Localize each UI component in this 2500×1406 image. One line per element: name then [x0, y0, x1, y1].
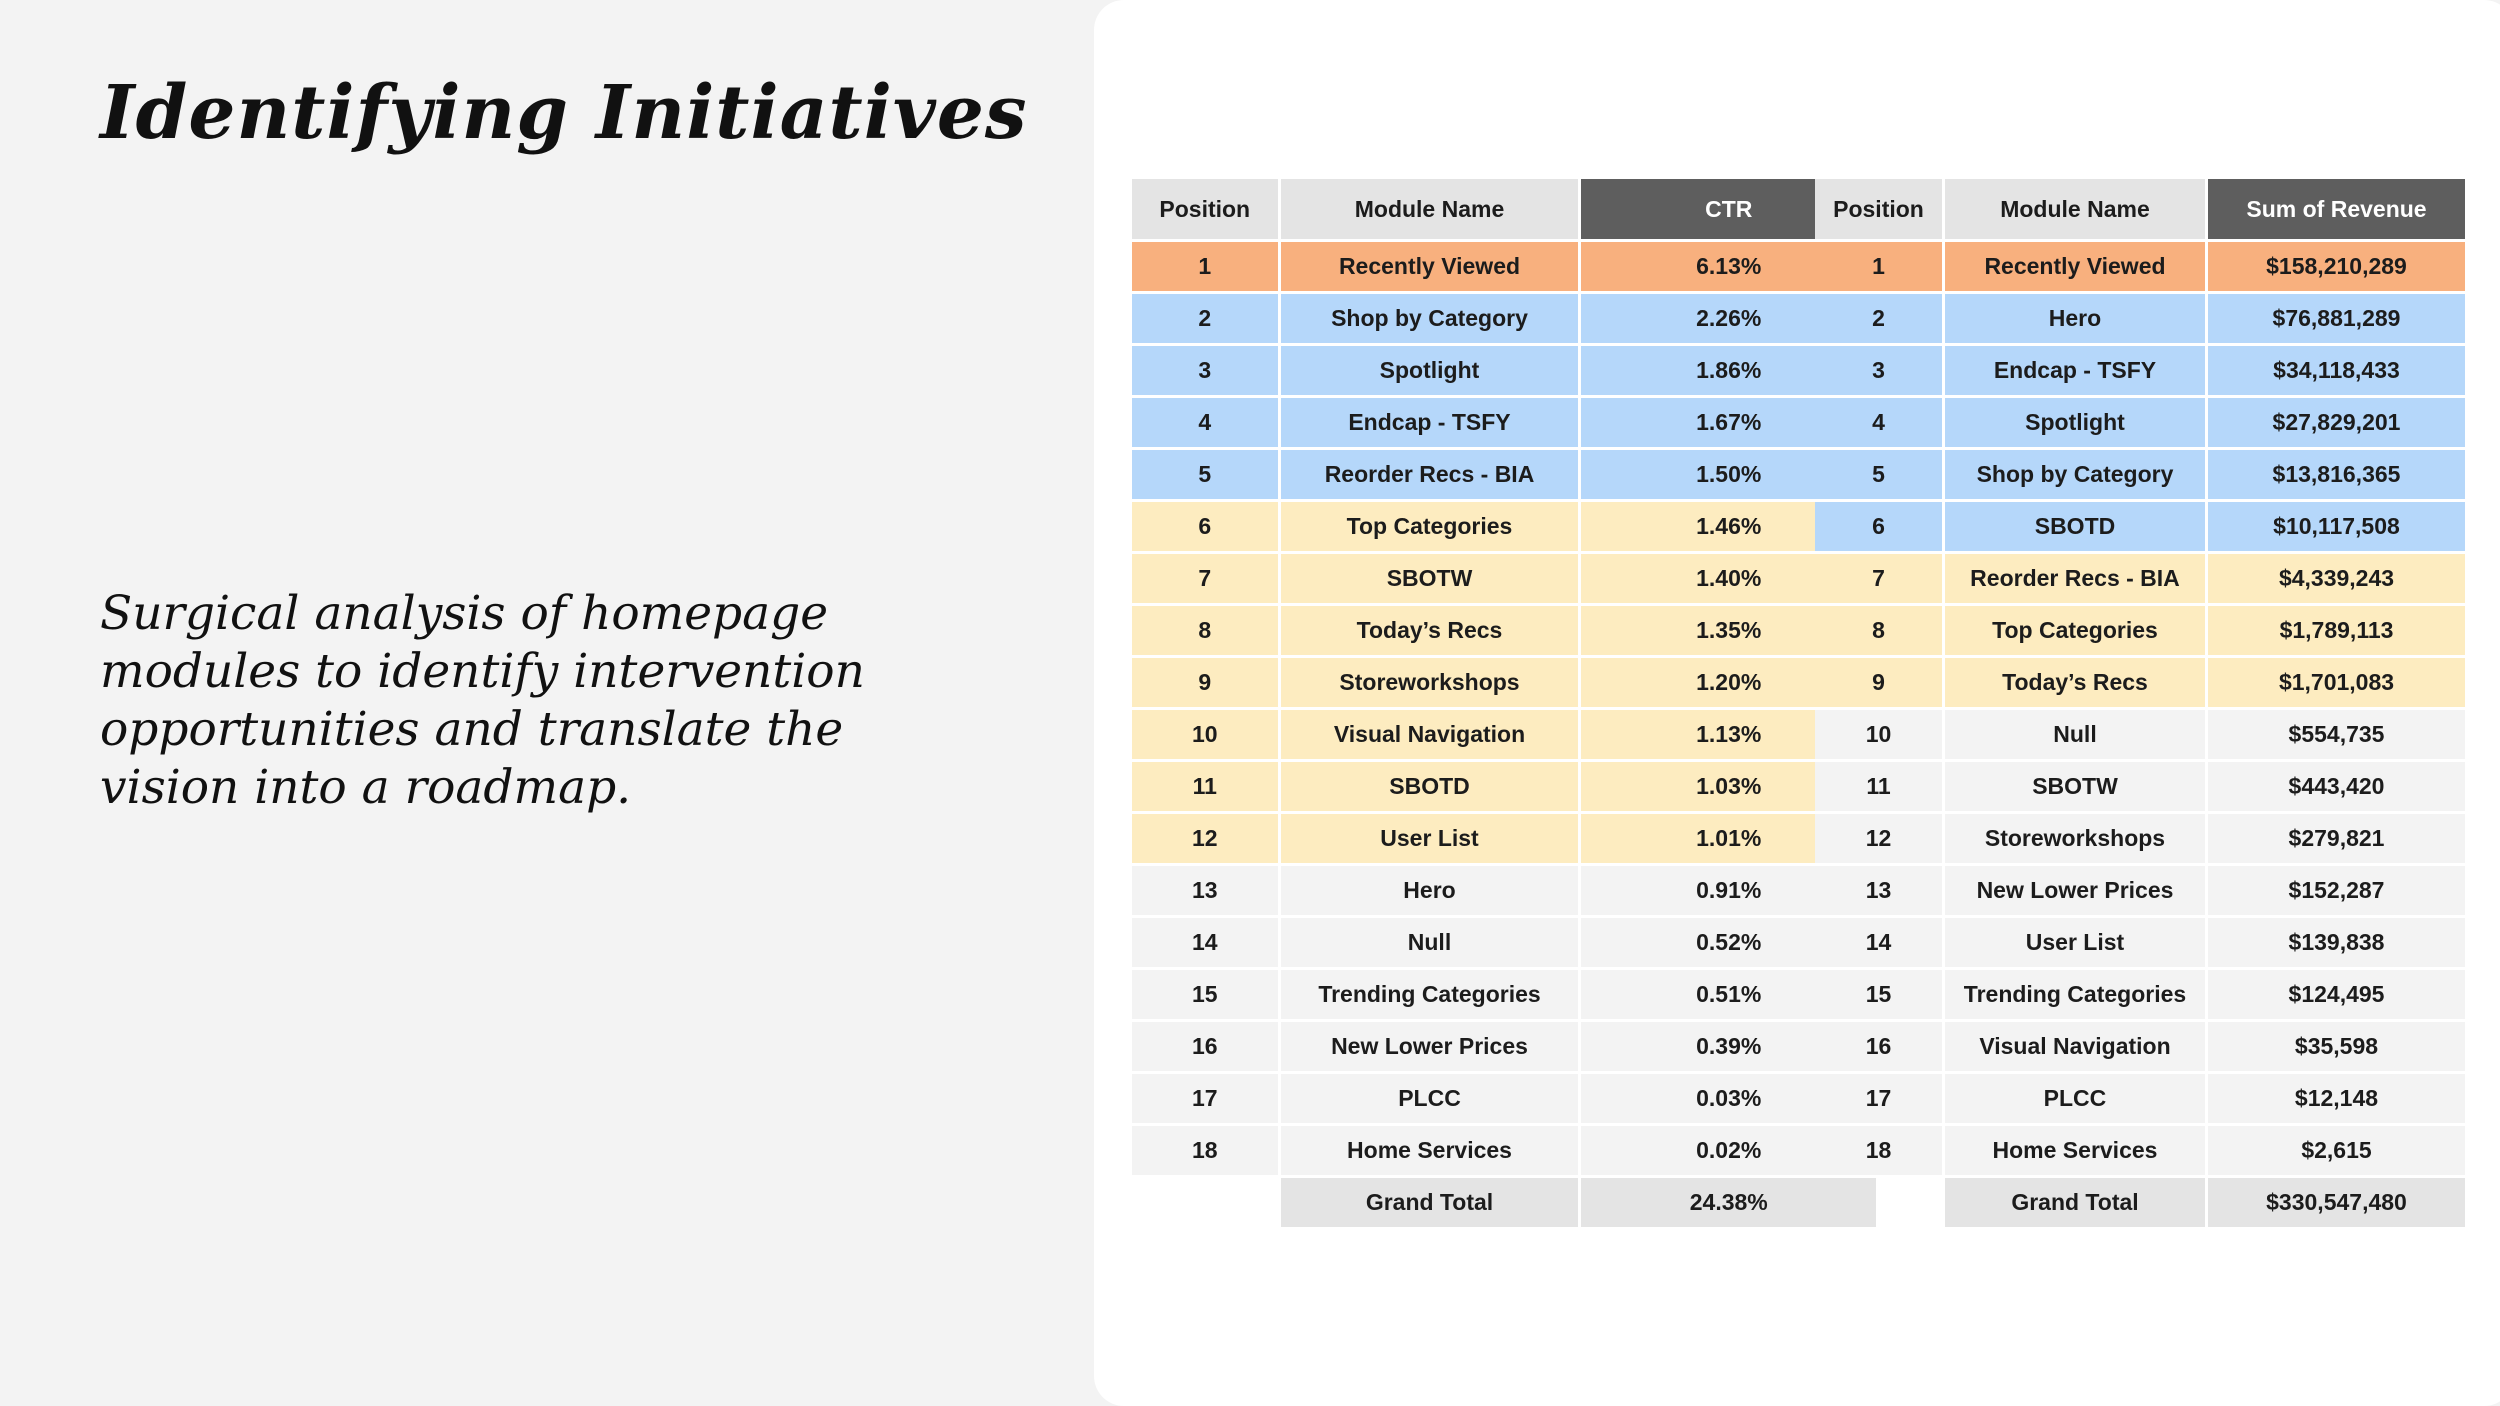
ctr-module-name-cell: Spotlight: [1281, 346, 1579, 395]
revenue-table-row: [1815, 502, 2465, 551]
revenue-value-cell: $4,339,243: [2208, 554, 2465, 603]
ctr-position-cell: 2: [1132, 294, 1278, 343]
ctr-value-cell: 1.13%: [1581, 710, 1876, 759]
ctr-position-cell: 8: [1132, 606, 1278, 655]
revenue-position-cell: 8: [1815, 606, 1942, 655]
revenue-value-cell: $443,420: [2208, 762, 2465, 811]
ctr-header-module-name: Module Name: [1281, 179, 1579, 239]
revenue-module-name-cell: New Lower Prices: [1945, 866, 2205, 915]
revenue-module-name-cell: Storeworkshops: [1945, 814, 2205, 863]
ctr-value-cell: 1.40%: [1581, 554, 1876, 603]
ctr-header-ctr: CTR: [1581, 179, 1876, 239]
ctr-grand-total-label: Grand Total: [1281, 1178, 1579, 1227]
revenue-position-cell: 17: [1815, 1074, 1942, 1123]
ctr-module-name-cell: Shop by Category: [1281, 294, 1579, 343]
revenue-module-name-cell: Endcap - TSFY: [1945, 346, 2205, 395]
ctr-value-cell: 1.67%: [1581, 398, 1876, 447]
ctr-position-cell: 9: [1132, 658, 1278, 707]
revenue-value-cell: $152,287: [2208, 866, 2465, 915]
revenue-table-row: [1815, 606, 2465, 655]
revenue-value-cell: $1,701,083: [2208, 658, 2465, 707]
ctr-grand-total-spacer: [1132, 1178, 1278, 1227]
revenue-table-row: [1815, 1022, 2465, 1071]
ctr-table-row: [1132, 814, 1876, 863]
revenue-table-row: [1815, 918, 2465, 967]
ctr-value-cell: 1.46%: [1581, 502, 1876, 551]
revenue-value-cell: $139,838: [2208, 918, 2465, 967]
ctr-table-row: [1132, 710, 1876, 759]
revenue-table-row: [1815, 450, 2465, 499]
ctr-value-cell: 6.13%: [1581, 242, 1876, 291]
ctr-value-cell: 1.86%: [1581, 346, 1876, 395]
ctr-module-name-cell: Null: [1281, 918, 1579, 967]
ctr-module-name-cell: Top Categories: [1281, 502, 1579, 551]
ctr-module-name-cell: SBOTD: [1281, 762, 1579, 811]
ctr-table-row: [1132, 1126, 1876, 1175]
revenue-position-cell: 11: [1815, 762, 1942, 811]
revenue-table-row: [1815, 398, 2465, 447]
revenue-grand-total-value: $330,547,480: [2208, 1178, 2465, 1227]
ctr-position-cell: 5: [1132, 450, 1278, 499]
revenue-table-row: [1815, 866, 2465, 915]
revenue-value-cell: $1,789,113: [2208, 606, 2465, 655]
ctr-position-cell: 15: [1132, 970, 1278, 1019]
ctr-table-row: [1132, 502, 1876, 551]
ctr-position-cell: 7: [1132, 554, 1278, 603]
revenue-position-cell: 7: [1815, 554, 1942, 603]
ctr-value-cell: 2.26%: [1581, 294, 1876, 343]
slide-description: Surgical analysis of homepage modules to identify intervention opportunities and translate the vision into a roadmap.: [100, 586, 865, 815]
ctr-value-cell: 0.91%: [1581, 866, 1876, 915]
ctr-table-row: [1132, 970, 1876, 1019]
ctr-position-cell: 1: [1132, 242, 1278, 291]
ctr-module-name-cell: New Lower Prices: [1281, 1022, 1579, 1071]
revenue-module-name-cell: Visual Navigation: [1945, 1022, 2205, 1071]
revenue-module-name-cell: Hero: [1945, 294, 2205, 343]
revenue-grand-total-row: [1815, 1178, 2465, 1227]
ctr-table-row: [1132, 1074, 1876, 1123]
ctr-module-name-cell: Trending Categories: [1281, 970, 1579, 1019]
revenue-table-row: [1815, 346, 2465, 395]
ctr-module-name-cell: User List: [1281, 814, 1579, 863]
ctr-position-cell: 4: [1132, 398, 1278, 447]
revenue-table-row: [1815, 658, 2465, 707]
ctr-table-row: [1132, 242, 1876, 291]
revenue-module-name-cell: Spotlight: [1945, 398, 2205, 447]
revenue-table-row: [1815, 762, 2465, 811]
ctr-module-name-cell: Endcap - TSFY: [1281, 398, 1579, 447]
revenue-module-name-cell: Trending Categories: [1945, 970, 2205, 1019]
tables-panel: [1094, 0, 2500, 1406]
revenue-value-cell: $158,210,289: [2208, 242, 2465, 291]
ctr-table-row: [1132, 918, 1876, 967]
ctr-table-row: [1132, 1022, 1876, 1071]
revenue-position-cell: 12: [1815, 814, 1942, 863]
ctr-grand-total-row: [1132, 1178, 1876, 1227]
ctr-module-name-cell: SBOTW: [1281, 554, 1579, 603]
ctr-position-cell: 17: [1132, 1074, 1278, 1123]
ctr-value-cell: 1.50%: [1581, 450, 1876, 499]
ctr-value-cell: 1.03%: [1581, 762, 1876, 811]
revenue-value-cell: $10,117,508: [2208, 502, 2465, 551]
ctr-table-row: [1132, 866, 1876, 915]
revenue-position-cell: 15: [1815, 970, 1942, 1019]
revenue-table-row: [1815, 814, 2465, 863]
ctr-value-cell: 0.02%: [1581, 1126, 1876, 1175]
ctr-table-row: [1132, 294, 1876, 343]
left-panel: [0, 0, 1094, 1406]
revenue-table-row: [1815, 1126, 2465, 1175]
revenue-table-row: [1815, 970, 2465, 1019]
revenue-module-name-cell: Recently Viewed: [1945, 242, 2205, 291]
ctr-module-name-cell: Reorder Recs - BIA: [1281, 450, 1579, 499]
revenue-table-row: [1815, 1074, 2465, 1123]
ctr-position-cell: 16: [1132, 1022, 1278, 1071]
ctr-grand-total-value: 24.38%: [1581, 1178, 1876, 1227]
revenue-module-name-cell: Null: [1945, 710, 2205, 759]
ctr-table-row: [1132, 762, 1876, 811]
ctr-value-cell: 1.20%: [1581, 658, 1876, 707]
ctr-table-row: [1132, 658, 1876, 707]
revenue-header-module-name: Module Name: [1945, 179, 2205, 239]
revenue-module-name-cell: SBOTW: [1945, 762, 2205, 811]
revenue-module-name-cell: Shop by Category: [1945, 450, 2205, 499]
revenue-position-cell: 16: [1815, 1022, 1942, 1071]
ctr-table: [1129, 176, 1879, 1230]
ctr-module-name-cell: PLCC: [1281, 1074, 1579, 1123]
ctr-table-row: [1132, 554, 1876, 603]
revenue-module-name-cell: Top Categories: [1945, 606, 2205, 655]
ctr-value-cell: 0.51%: [1581, 970, 1876, 1019]
revenue-table-row: [1815, 554, 2465, 603]
ctr-position-cell: 6: [1132, 502, 1278, 551]
revenue-table-row: [1815, 294, 2465, 343]
revenue-module-name-cell: PLCC: [1945, 1074, 2205, 1123]
revenue-value-cell: $124,495: [2208, 970, 2465, 1019]
revenue-position-cell: 5: [1815, 450, 1942, 499]
ctr-module-name-cell: Hero: [1281, 866, 1579, 915]
revenue-table-row: [1815, 710, 2465, 759]
revenue-module-name-cell: Reorder Recs - BIA: [1945, 554, 2205, 603]
ctr-table-row: [1132, 606, 1876, 655]
slide-title: Identifying Initiatives: [100, 70, 1028, 156]
ctr-value-cell: 0.52%: [1581, 918, 1876, 967]
revenue-position-cell: 3: [1815, 346, 1942, 395]
revenue-grand-total-label: Grand Total: [1945, 1178, 2205, 1227]
revenue-header-position: Position: [1815, 179, 1942, 239]
revenue-value-cell: $279,821: [2208, 814, 2465, 863]
ctr-value-cell: 1.35%: [1581, 606, 1876, 655]
revenue-position-cell: 1: [1815, 242, 1942, 291]
ctr-value-cell: 0.03%: [1581, 1074, 1876, 1123]
ctr-table-row: [1132, 398, 1876, 447]
ctr-module-name-cell: Recently Viewed: [1281, 242, 1579, 291]
revenue-value-cell: $34,118,433: [2208, 346, 2465, 395]
ctr-table-row: [1132, 450, 1876, 499]
ctr-value-cell: 0.39%: [1581, 1022, 1876, 1071]
revenue-table-header-row: [1815, 179, 2465, 239]
revenue-module-name-cell: User List: [1945, 918, 2205, 967]
ctr-position-cell: 3: [1132, 346, 1278, 395]
ctr-value-cell: 1.01%: [1581, 814, 1876, 863]
revenue-grand-total-spacer: [1815, 1178, 1942, 1227]
revenue-position-cell: 10: [1815, 710, 1942, 759]
ctr-module-name-cell: Today’s Recs: [1281, 606, 1579, 655]
ctr-table-row: [1132, 346, 1876, 395]
revenue-module-name-cell: SBOTD: [1945, 502, 2205, 551]
revenue-value-cell: $13,816,365: [2208, 450, 2465, 499]
ctr-position-cell: 12: [1132, 814, 1278, 863]
revenue-position-cell: 18: [1815, 1126, 1942, 1175]
ctr-module-name-cell: Home Services: [1281, 1126, 1579, 1175]
revenue-value-cell: $12,148: [2208, 1074, 2465, 1123]
revenue-value-cell: $2,615: [2208, 1126, 2465, 1175]
revenue-position-cell: 6: [1815, 502, 1942, 551]
ctr-position-cell: 18: [1132, 1126, 1278, 1175]
ctr-table-header-row: [1132, 179, 1876, 239]
revenue-table-row: [1815, 242, 2465, 291]
revenue-position-cell: 13: [1815, 866, 1942, 915]
revenue-table: [1812, 176, 2468, 1230]
revenue-value-cell: $554,735: [2208, 710, 2465, 759]
revenue-position-cell: 14: [1815, 918, 1942, 967]
ctr-module-name-cell: Storeworkshops: [1281, 658, 1579, 707]
revenue-header-sum-of-revenue: Sum of Revenue: [2208, 179, 2465, 239]
ctr-header-position: Position: [1132, 179, 1278, 239]
ctr-position-cell: 13: [1132, 866, 1278, 915]
revenue-value-cell: $76,881,289: [2208, 294, 2465, 343]
ctr-position-cell: 14: [1132, 918, 1278, 967]
revenue-position-cell: 2: [1815, 294, 1942, 343]
revenue-module-name-cell: Home Services: [1945, 1126, 2205, 1175]
revenue-value-cell: $35,598: [2208, 1022, 2465, 1071]
ctr-module-name-cell: Visual Navigation: [1281, 710, 1579, 759]
ctr-position-cell: 11: [1132, 762, 1278, 811]
revenue-module-name-cell: Today’s Recs: [1945, 658, 2205, 707]
revenue-position-cell: 4: [1815, 398, 1942, 447]
revenue-position-cell: 9: [1815, 658, 1942, 707]
revenue-value-cell: $27,829,201: [2208, 398, 2465, 447]
ctr-position-cell: 10: [1132, 710, 1278, 759]
